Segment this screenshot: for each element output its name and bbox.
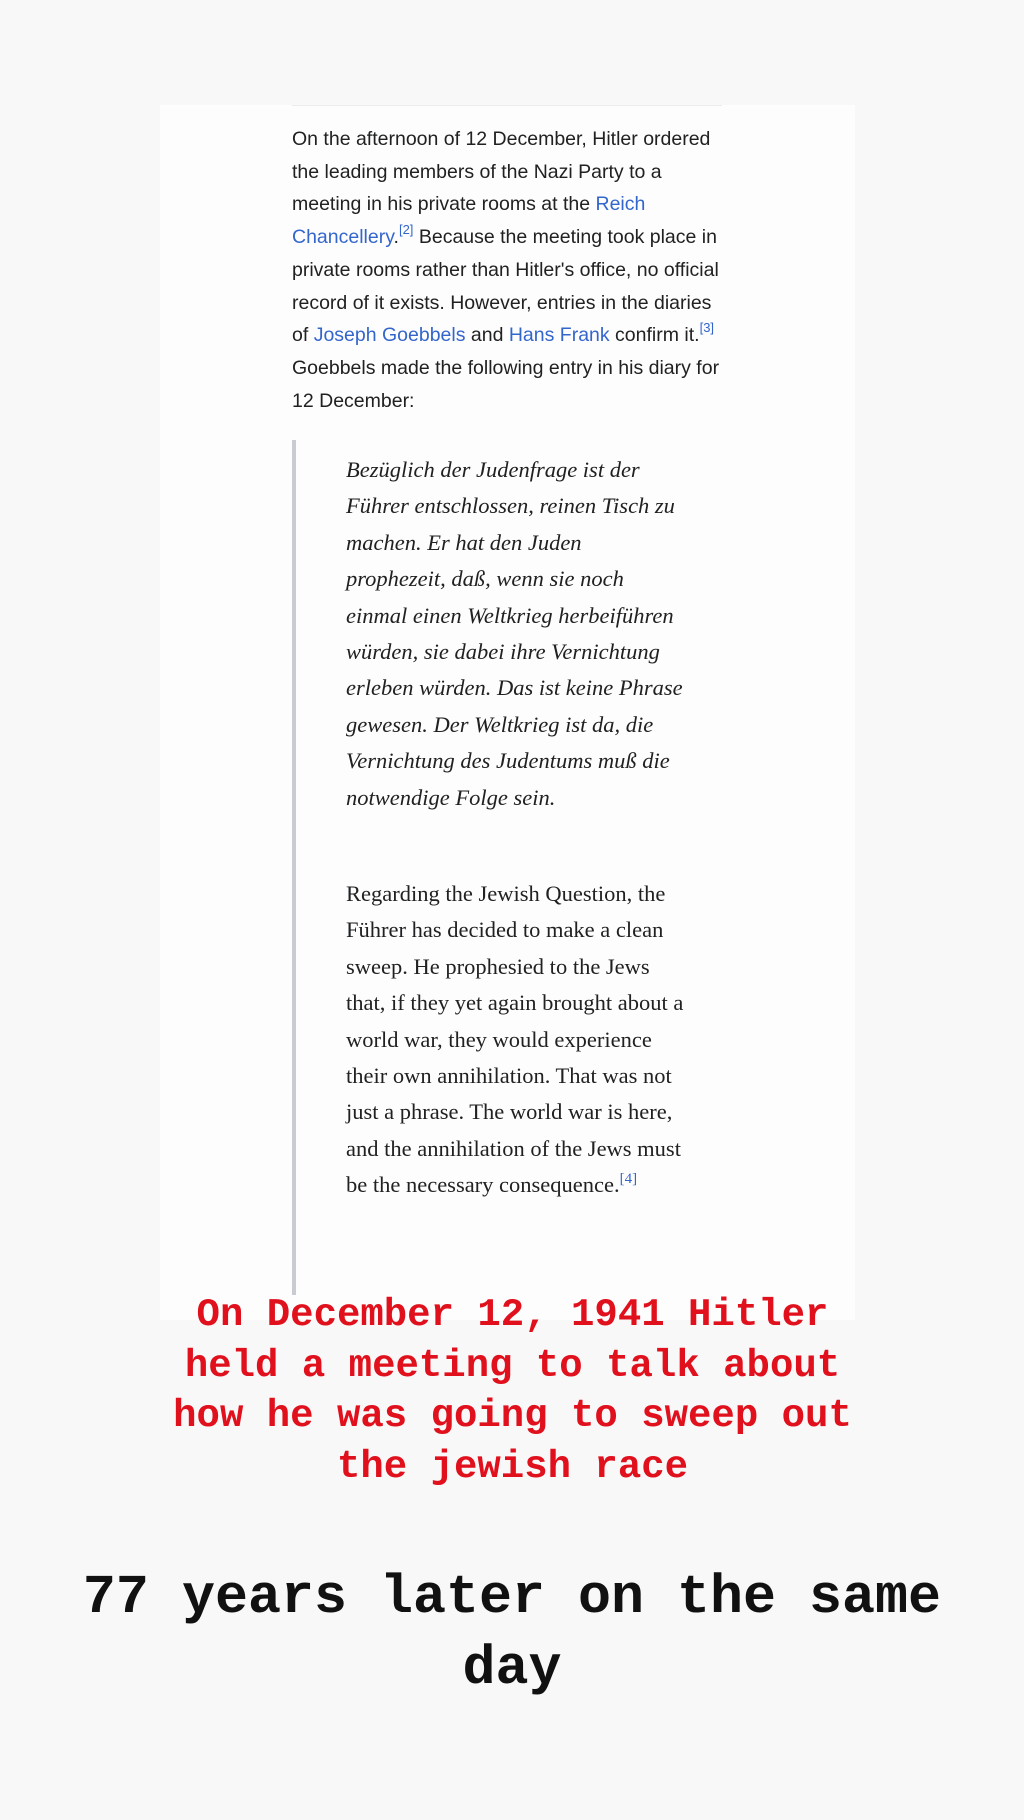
text-span: Goebbels made the following entry in his diary for 12 December:: [292, 356, 720, 412]
article-paragraph: [292, 123, 732, 417]
citation-2[interactable]: [2]: [398, 222, 414, 238]
link-joseph-goebbels[interactable]: Joseph Goebbels: [313, 324, 466, 347]
quote-english-text: Regarding the Jewish Question, the Führer has decided to make a clean sweep. He prophesied to the Jews that, if they yet again brought about a world war, they would experience their own annihilation. That was not just a phrase. The world war is here, and the annihilation of the Jews must be the necessary consequence.: [346, 881, 684, 1198]
text-span: .: [393, 226, 399, 249]
text-span: Because the meeting took place in private rooms rather than Hitler's office, no official record of it exists. However, entries in the diaries of: [292, 226, 719, 347]
red-caption: On December 12, 1941 Hitler held a meeting to talk about how he was going to sweep out the jewish race: [173, 1293, 852, 1489]
citation-4[interactable]: [4]: [619, 1171, 638, 1188]
text-span: and: [465, 324, 509, 347]
text-span: confirm it.: [609, 324, 700, 347]
divider: [292, 105, 722, 106]
quote-english: [346, 876, 686, 1204]
link-hans-frank[interactable]: Hans Frank: [508, 324, 610, 347]
black-caption: 77 years later on the same day: [82, 1566, 942, 1700]
quote-german: Bezüglich der Judenfrage ist der Führer entschlossen, reinen Tisch zu machen. Er hat den Juden prophezeit, daß, wenn sie noch einmal einen Weltkrieg herbeiführen würden, sie dabei ihre Vernichtung erleben würden. Das ist keine Phrase gewesen. Der Weltkrieg ist da, die Vernichtung des Judentums muß die notwendige Folge sein.: [346, 457, 683, 810]
blockquote-bar: [292, 440, 296, 1295]
link-reich-chancellery[interactable]: Reich Chancellery: [292, 193, 646, 249]
text-span: On the afternoon of 12 December, Hitler ordered the leading members of the Nazi Party to a meeting in his private rooms at the: [292, 128, 711, 216]
citation-3[interactable]: [3]: [699, 320, 715, 336]
